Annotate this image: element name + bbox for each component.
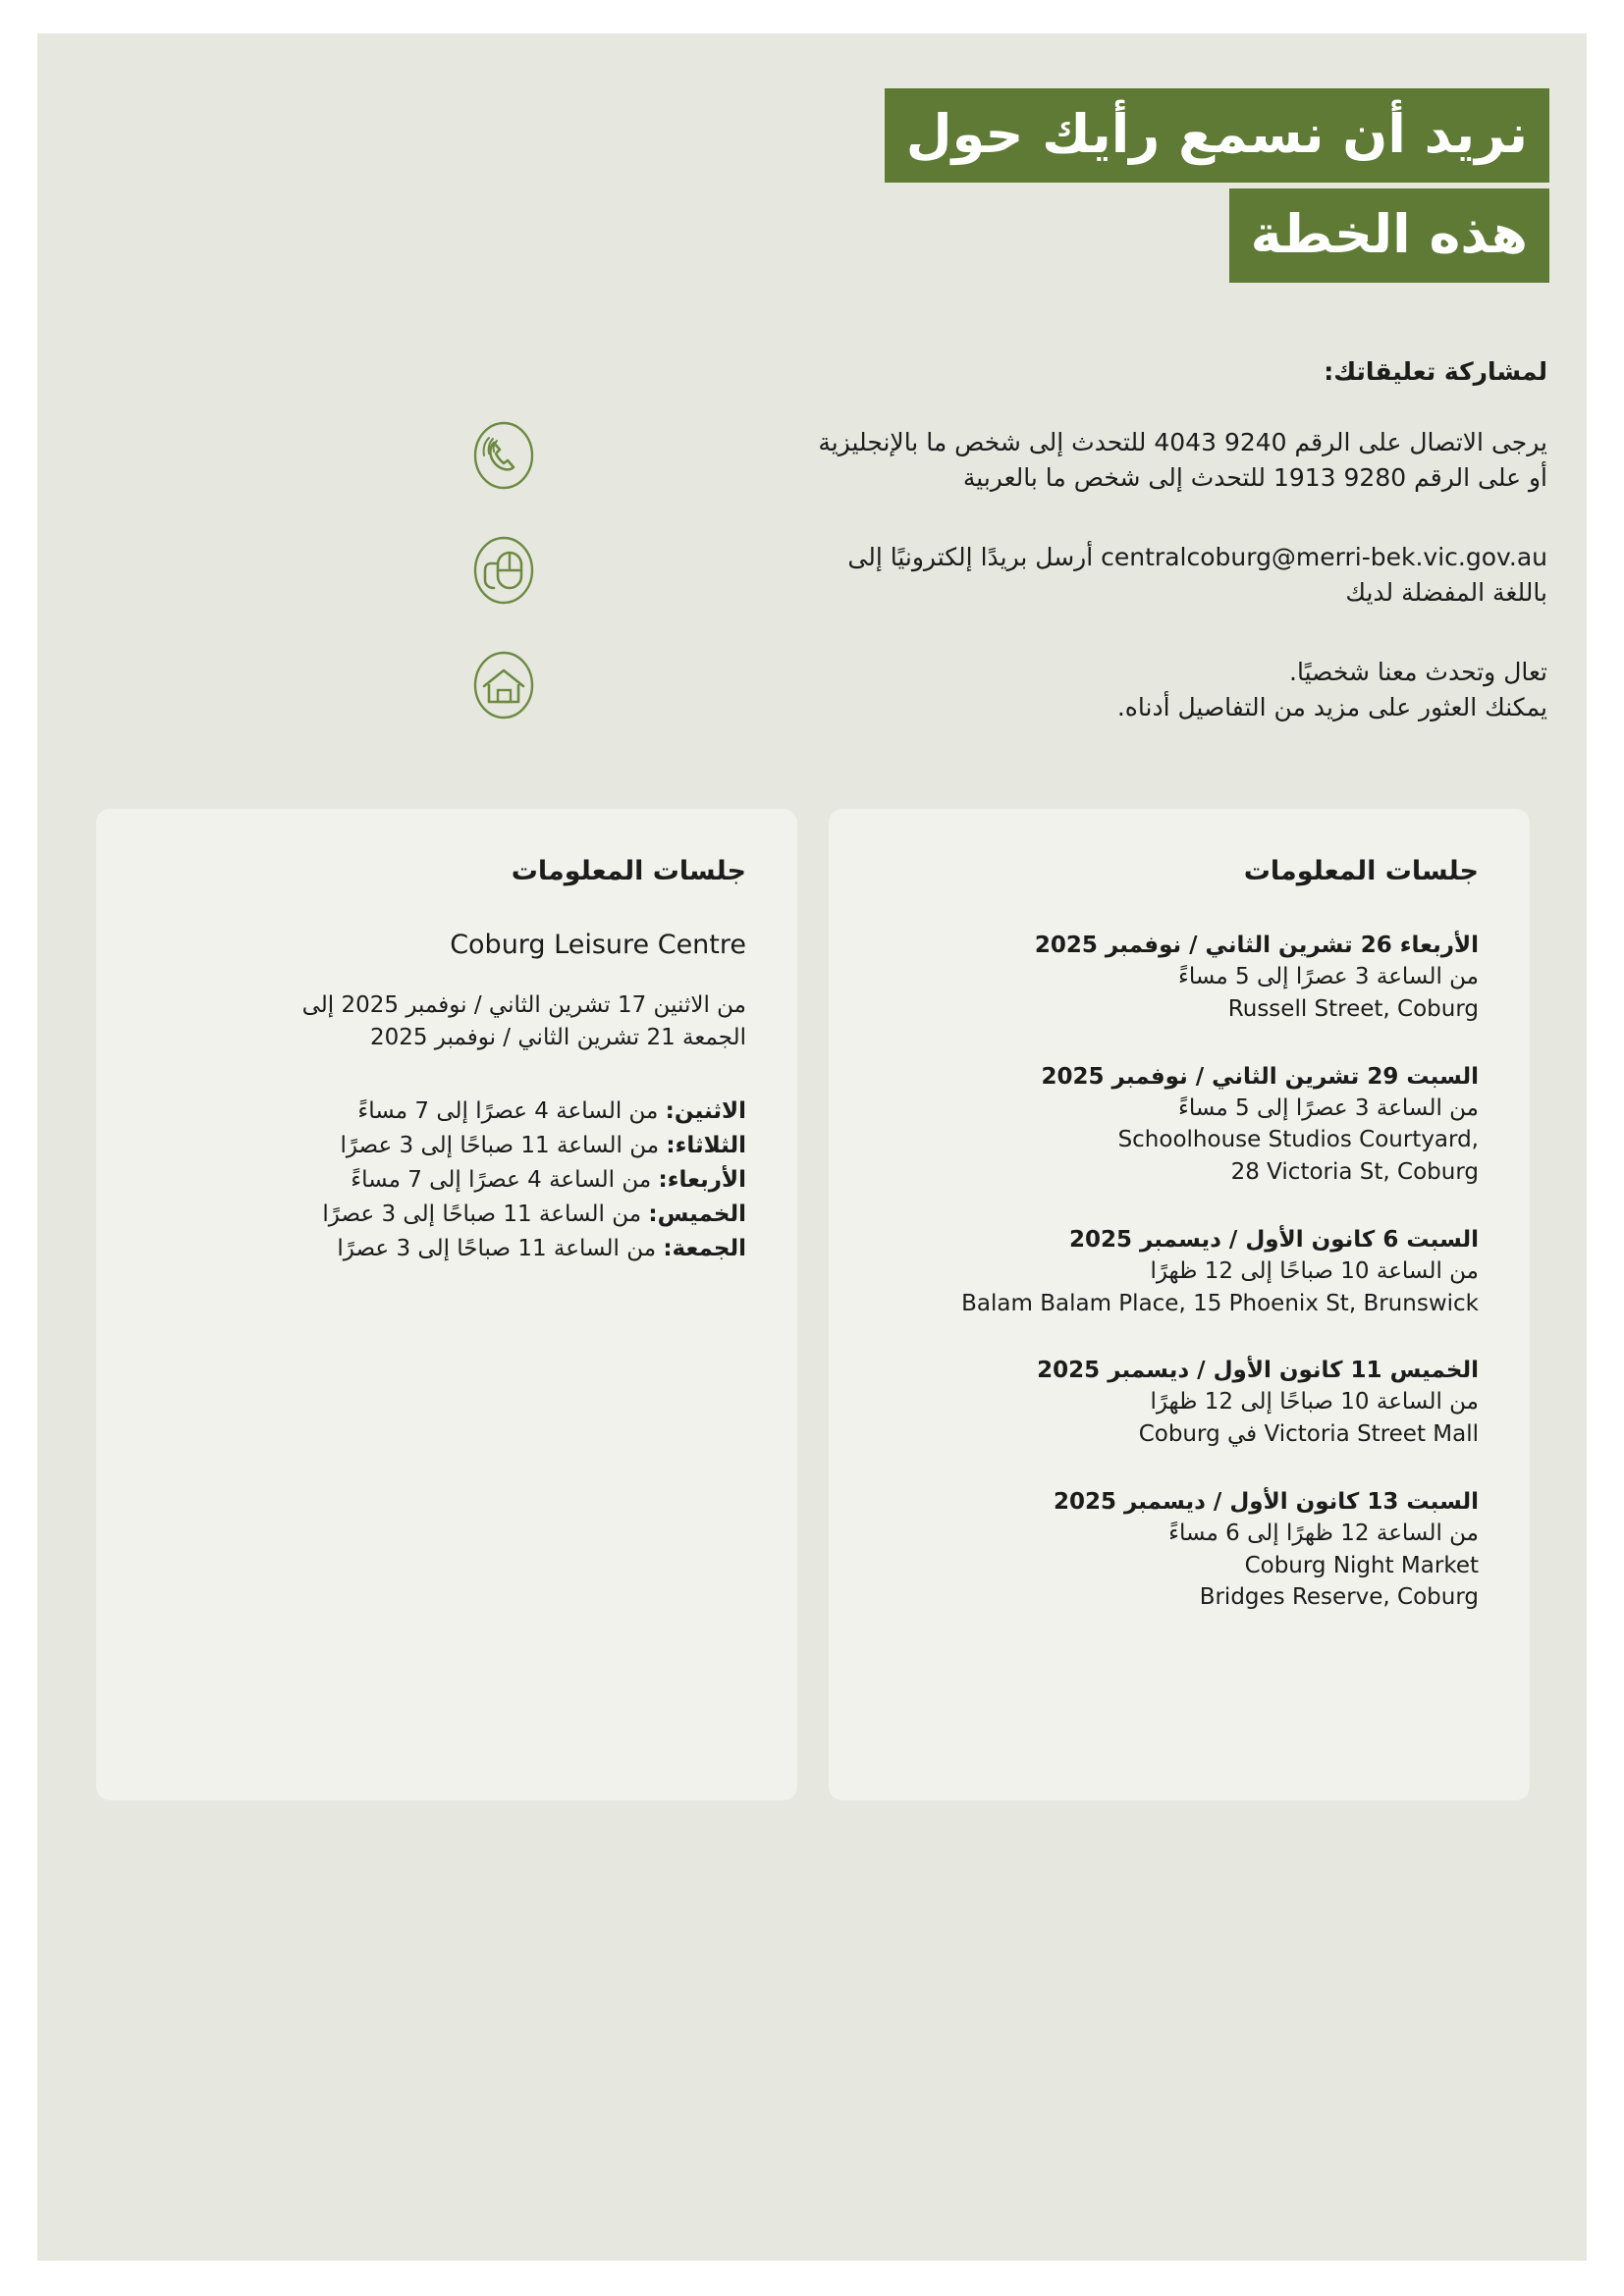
house-icon <box>467 649 540 721</box>
session-date: الأربعاء 26 تشرين الثاني / نوفمبر 2025 <box>1034 933 1479 958</box>
contact-email-line-1 <box>562 540 1547 575</box>
hours-time: من الساعة 4 عصرًا إلى 7 مساءً <box>351 1166 652 1193</box>
contact-email-prefix: أرسل بريدًا إلكترونيًا إلى <box>847 543 1094 571</box>
email-address[interactable]: centralcoburg@merri-bek.vic.gov.au <box>1101 543 1547 571</box>
session-date: السبت 6 كانون الأول / ديسمبر 2025 <box>1068 1226 1479 1253</box>
title-line-2: هذه الخطة <box>1229 188 1549 283</box>
page-margin-right <box>1587 0 1624 2296</box>
date-range-line-2: الجمعة 21 تشرين الثاني / نوفمبر 2025 <box>369 1025 746 1051</box>
hours-time: من الساعة 11 صباحًا إلى 3 عصرًا <box>322 1201 642 1227</box>
session-time: من الساعة 10 صباحًا إلى 12 ظهرًا <box>1150 1257 1479 1284</box>
page-title <box>37 88 1549 283</box>
contact-heading: لمشاركة تعليقاتك: <box>1324 357 1547 386</box>
contact-row-in-person <box>467 649 1547 724</box>
session-time: من الساعة 10 صباحًا إلى 12 ظهرًا <box>1150 1389 1479 1415</box>
flyer-content <box>37 33 1587 2261</box>
session-place-2: 28 Victoria St, Coburg <box>1230 1159 1479 1185</box>
page-margin-bottom <box>0 2261 1624 2296</box>
contact-row-phone <box>467 419 1547 495</box>
venue-name: Coburg Leisure Centre <box>450 930 746 960</box>
session-item <box>880 1224 1479 1320</box>
hours-row <box>147 1095 746 1129</box>
contact-in-person-line-2: يمكنك العثور على مزيد من التفاصيل أدناه. <box>1116 692 1547 721</box>
session-item <box>880 930 1479 1026</box>
hours-row <box>147 1129 746 1163</box>
title-row-2 <box>37 188 1549 283</box>
title-row-1 <box>37 88 1549 183</box>
hours-day: الاثنين: <box>665 1097 746 1124</box>
hours-day: الثلاثاء: <box>666 1132 746 1158</box>
info-sessions-cards <box>96 809 1530 1800</box>
session-date: السبت 13 كانون الأول / ديسمبر 2025 <box>1053 1488 1479 1515</box>
left-card-title: جلسات المعلومات <box>1243 856 1479 886</box>
session-time: من الساعة 3 عصرًا إلى 5 مساءً <box>1178 1095 1479 1121</box>
session-item <box>880 1061 1479 1189</box>
contact-in-person-text <box>562 649 1547 724</box>
right-card-title: جلسات المعلومات <box>511 856 746 886</box>
contact-section <box>467 357 1547 764</box>
session-place: Victoria Street Mall في Coburg <box>1138 1421 1479 1447</box>
session-place: Balam Balam Place, 15 Phoenix St, Brunswick <box>961 1290 1479 1316</box>
phone-icon <box>467 419 540 492</box>
hours-day: الأربعاء: <box>658 1166 746 1193</box>
session-item <box>880 1355 1479 1451</box>
opening-hours-list <box>147 1095 746 1266</box>
hours-time: من الساعة 11 صباحًا إلى 3 عصرًا <box>340 1132 660 1158</box>
contact-row-email <box>467 534 1547 610</box>
contact-phone-line-2: أو على الرقم 9280 1913 للتحدث إلى شخص ما بالعربية <box>962 462 1547 492</box>
session-time: من الساعة 12 ظهرًا إلى 6 مساءً <box>1168 1520 1479 1546</box>
title-line-1: نريد أن نسمع رأيك حول <box>885 88 1549 183</box>
session-time: من الساعة 3 عصرًا إلى 5 مساءً <box>1178 964 1479 990</box>
hours-row <box>147 1163 746 1198</box>
contact-email-line-2: باللغة المفضلة لديك <box>1345 577 1547 607</box>
contact-phone-text <box>562 419 1547 495</box>
hours-day: الخميس: <box>648 1201 746 1227</box>
hours-row <box>147 1232 746 1266</box>
computer-mouse-icon <box>467 534 540 607</box>
page-margin-left <box>0 0 37 2296</box>
session-place: Coburg Night Market <box>1244 1552 1479 1578</box>
hours-time: من الساعة 11 صباحًا إلى 3 عصرًا <box>337 1235 657 1261</box>
hours-day: الجمعة: <box>663 1235 746 1261</box>
sessions-card-right <box>96 809 797 1800</box>
contact-in-person-line-1: تعال وتحدث معنا شخصيًا. <box>1289 658 1547 686</box>
session-item <box>880 1486 1479 1614</box>
session-place: Russell Street, Coburg <box>1227 995 1479 1022</box>
date-range-line-1: من الاثنين 17 تشرين الثاني / نوفمبر 2025 إلى <box>301 992 746 1018</box>
sessions-card-left <box>829 809 1530 1800</box>
hours-row <box>147 1198 746 1232</box>
contact-email-text <box>562 534 1547 610</box>
page-margin-top <box>0 0 1624 33</box>
session-date: الخميس 11 كانون الأول / ديسمبر 2025 <box>1037 1358 1479 1384</box>
session-place: Schoolhouse Studios Courtyard, <box>1117 1127 1479 1153</box>
contact-phone-line-1: يرجى الاتصال على الرقم 9240 4043 للتحدث إلى شخص ما بالإنجليزية <box>818 428 1547 456</box>
session-place-2: Bridges Reserve, Coburg <box>1199 1584 1479 1611</box>
date-range <box>147 989 746 1055</box>
session-date: السبت 29 تشرين الثاني / نوفمبر 2025 <box>1041 1063 1479 1090</box>
hours-time: من الساعة 4 عصرًا إلى 7 مساءً <box>357 1097 659 1124</box>
